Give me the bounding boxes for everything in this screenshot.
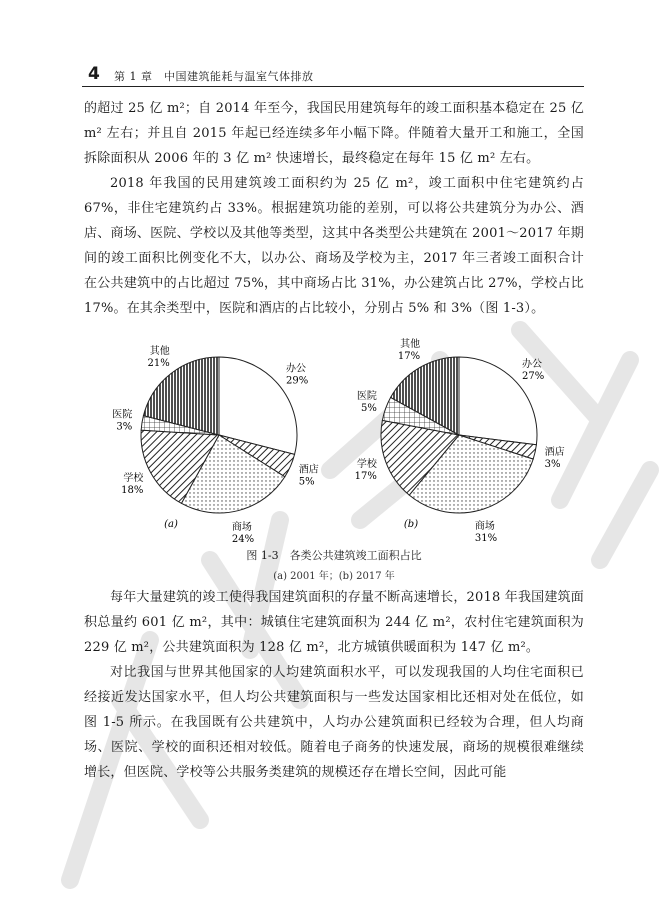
pie-chart-2001	[112, 344, 319, 545]
slice-value-label: 31%	[474, 533, 498, 545]
paragraph-1: 的超过 25 亿 m²；自 2014 年至今，我国民用建筑每年的竣工面积基本稳定在 25 亿 m² 左右；并且自 2015 年起已经连续多年小幅下降。伴随着大量开工和施工，全国拆除面积从 2006 年的 3 亿 m² 快速增长，最终稳定在每年 15 亿 m² 左右。	[84, 101, 584, 166]
slice-value-label: 5%	[298, 476, 315, 488]
figure-subcaption: (a) 2001 年；(b) 2017 年	[273, 571, 395, 582]
page-body	[84, 96, 584, 785]
slice-value-label: 29%	[286, 375, 309, 387]
slice-label: 医院	[112, 409, 133, 421]
figure-1-3	[84, 327, 584, 585]
slice-label: 办公	[522, 358, 543, 370]
paragraph-4: 对比我国与世界其他国家的人均建筑面积水平，可以发现我国的人均住宅面积已经接近发达国家水平，但人均公共建筑面积与一些发达国家相比还相对处在低位，如图 1-5 所示。在我国既有公共建筑中，人均办公建筑面积已经较为合理，但人均商场、医院、学校的面积还相对较低。随着电子商务的快速发展，商场的规模很难继续增长，但医院、学校等公共服务类建筑的规模还存在增长空间，因此可能	[84, 665, 584, 780]
pie-chart-2017	[355, 337, 565, 544]
slice-value-label: 21%	[147, 357, 170, 369]
slice-label: 酒店	[544, 446, 565, 458]
slice-value-label: 5%	[361, 403, 377, 415]
slice-label: 商场	[231, 521, 252, 533]
slice-value-label: 3%	[116, 421, 133, 433]
figure-caption: 图 1-3 各类公共建筑竣工面积占比	[246, 549, 422, 562]
slice-value-label: 3%	[544, 458, 561, 470]
slice-value-label: 17%	[397, 350, 421, 362]
paragraph-3: 每年大量建筑的竣工使得我国建筑面积的存量不断高速增长，2018 年我国建筑面积总量约 601 亿 m²，其中：城镇住宅建筑面积为 244 亿 m²，农村住宅建筑面积为 229 亿 m²，公共建筑面积为 128 亿 m²，北方城镇供暖面积为 147 亿 m²。	[84, 590, 584, 655]
paragraph-2: 2018 年我国的民用建筑竣工面积约为 25 亿 m²，竣工面积中住宅建筑约占 67%，非住宅建筑约占 33%。根据建筑功能的差别，可以将公共建筑分为办公、酒店、商场、医院、学校以及其他等类型，这其中各类型公共建筑在 2001～2017 年期间的竣工面积比例变化不大，以办公、商场及学校为主，2017 年三者竣工面积合计在公共建筑中的占比超过 75%，其中商场占比 31%，办公建筑占比 27%，学校占比 17%。在其余类型中，医院和酒店的占比较小，分别占 5% 和 3%（图 1-3）。	[84, 176, 584, 316]
slice-label: 学校	[356, 458, 377, 470]
slice-value-label: 24%	[231, 533, 255, 545]
slice-value-label: 18%	[121, 485, 144, 497]
panel-label: (b)	[403, 519, 419, 530]
page-number: 4	[88, 64, 100, 84]
chapter-title: 第 1 章 中国建筑能耗与温室气体排放	[114, 70, 314, 83]
slice-label: 其他	[149, 345, 170, 357]
slice-label: 学校	[123, 473, 144, 485]
slice-label: 医院	[356, 391, 377, 403]
slice-label: 酒店	[298, 464, 319, 476]
slice-label: 办公	[286, 363, 307, 375]
slice-label: 商场	[474, 521, 495, 533]
slice-label: 其他	[400, 338, 421, 350]
slice-value-label: 17%	[354, 470, 377, 482]
panel-label: (a)	[164, 519, 178, 530]
pie-charts	[84, 327, 584, 545]
page-header	[82, 62, 584, 87]
slice-value-label: 27%	[522, 370, 545, 382]
